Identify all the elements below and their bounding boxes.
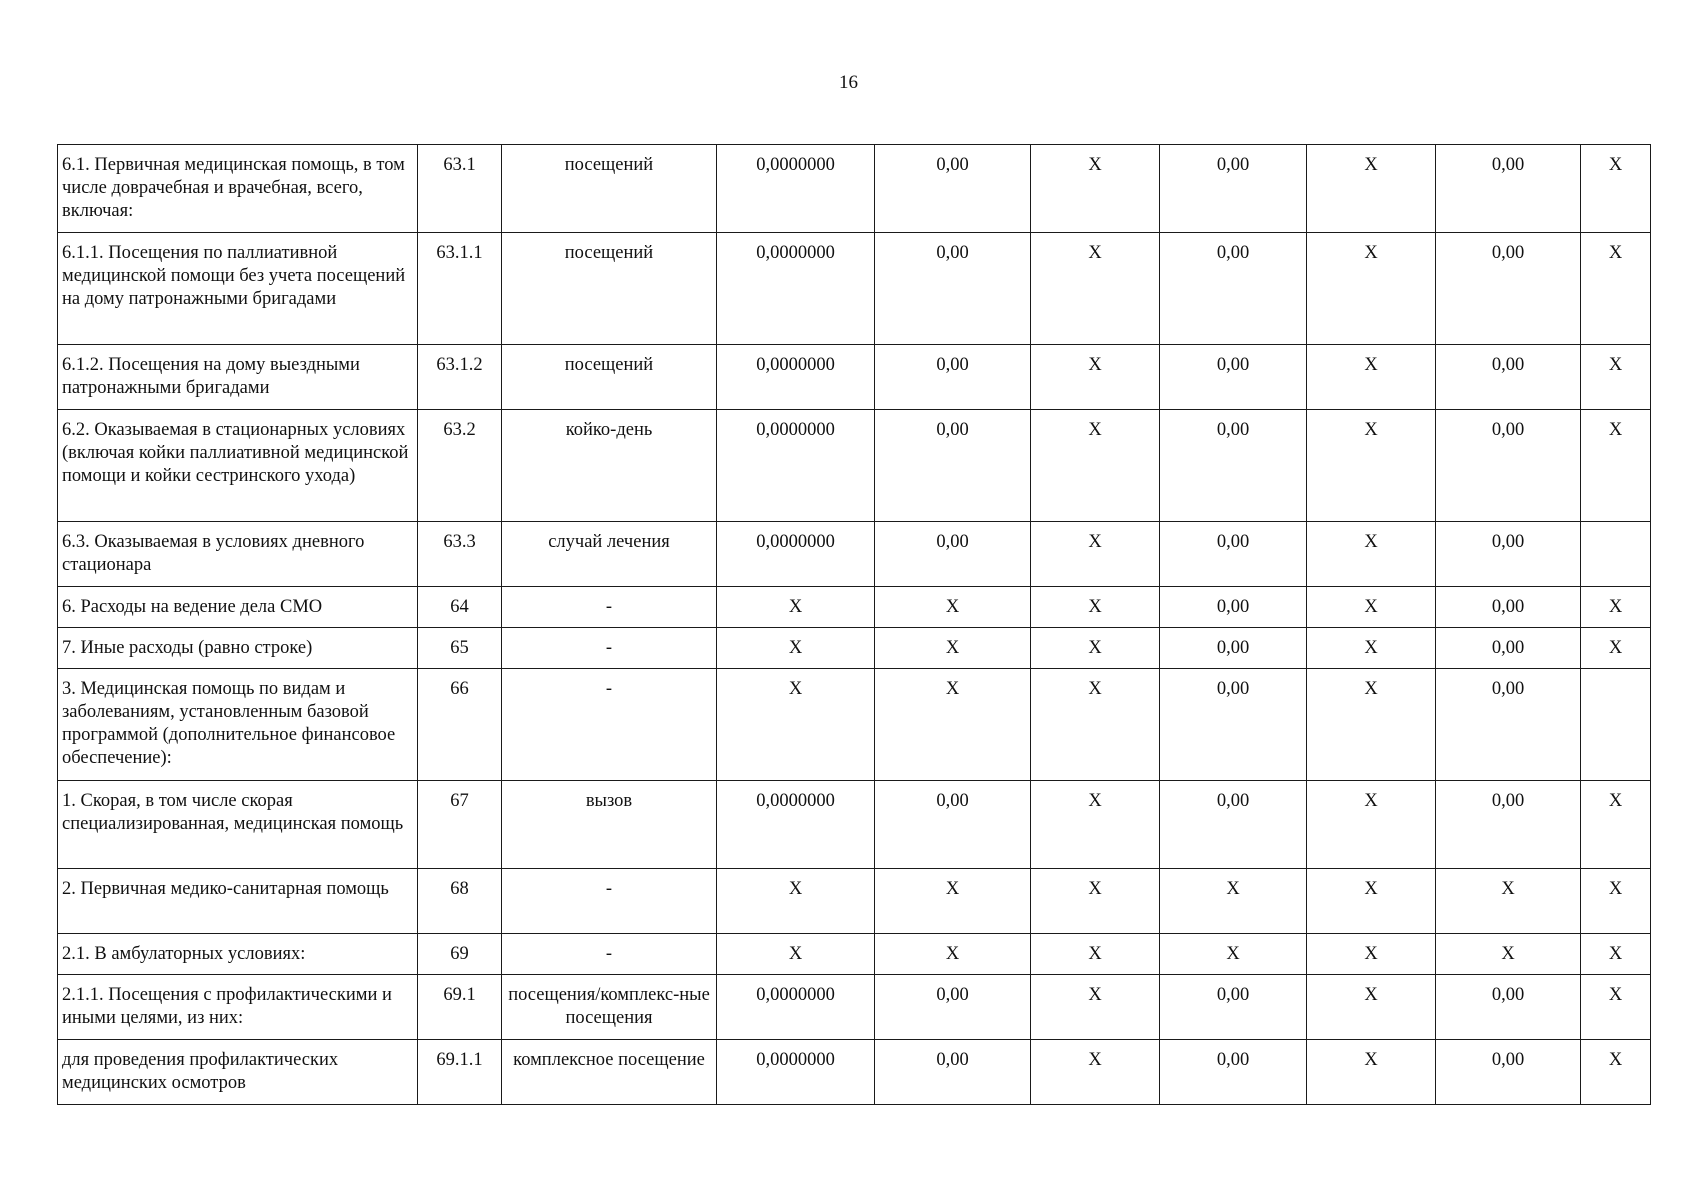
- cell-row-code: 69.1.1: [418, 1040, 502, 1105]
- cell-unit: -: [502, 587, 717, 628]
- cell-col-9: 0,00: [1436, 233, 1581, 345]
- cell-col-4: X: [717, 628, 875, 669]
- cell-unit: комплексное посещение: [502, 1040, 717, 1105]
- table-row: [58, 522, 1651, 587]
- table-row: [58, 869, 1651, 934]
- cell-col-9: 0,00: [1436, 587, 1581, 628]
- cell-col-4: 0,0000000: [717, 1040, 875, 1105]
- cell-col-4: X: [717, 869, 875, 934]
- cell-col-5: X: [875, 669, 1031, 781]
- cell-col-10: X: [1581, 975, 1651, 1040]
- cell-unit: койко-день: [502, 410, 717, 522]
- cell-row-code: 68: [418, 869, 502, 934]
- page-number: 16: [839, 72, 858, 93]
- table-row: [58, 628, 1651, 669]
- cell-col-5: X: [875, 628, 1031, 669]
- cell-col-8: X: [1307, 628, 1436, 669]
- cell-col-9: 0,00: [1436, 669, 1581, 781]
- cell-col-5: 0,00: [875, 410, 1031, 522]
- cell-col-7: 0,00: [1160, 233, 1307, 345]
- cell-col-7: 0,00: [1160, 522, 1307, 587]
- cell-name: 7. Иные расходы (равно строке): [58, 628, 418, 669]
- cell-col-9: 0,00: [1436, 975, 1581, 1040]
- cell-row-code: 63.3: [418, 522, 502, 587]
- cell-col-4: 0,0000000: [717, 345, 875, 410]
- cell-col-5: 0,00: [875, 233, 1031, 345]
- cell-col-8: X: [1307, 522, 1436, 587]
- table-row: [58, 934, 1651, 975]
- cell-col-6: X: [1031, 781, 1160, 869]
- cell-col-10: X: [1581, 410, 1651, 522]
- table-row: [58, 410, 1651, 522]
- cell-col-7: X: [1160, 934, 1307, 975]
- cell-unit: посещений: [502, 233, 717, 345]
- cell-name: 6. Расходы на ведение дела СМО: [58, 587, 418, 628]
- cell-row-code: 69: [418, 934, 502, 975]
- cell-row-code: 69.1: [418, 975, 502, 1040]
- cell-unit: -: [502, 669, 717, 781]
- table-row: [58, 781, 1651, 869]
- cell-col-7: 0,00: [1160, 345, 1307, 410]
- cell-col-4: X: [717, 587, 875, 628]
- cell-col-10: X: [1581, 934, 1651, 975]
- cell-col-7: 0,00: [1160, 1040, 1307, 1105]
- cell-col-6: X: [1031, 410, 1160, 522]
- cell-col-9: 0,00: [1436, 522, 1581, 587]
- cell-name: 6.2. Оказываемая в стационарных условиях (включая койки паллиативной медицинской помощи и койки сестринского ухода): [58, 410, 418, 522]
- cell-col-6: X: [1031, 975, 1160, 1040]
- cell-row-code: 65: [418, 628, 502, 669]
- cell-col-4: 0,0000000: [717, 410, 875, 522]
- cell-name: 1. Скорая, в том числе скорая специализированная, медицинская помощь: [58, 781, 418, 869]
- cell-col-7: 0,00: [1160, 781, 1307, 869]
- cell-col-8: X: [1307, 345, 1436, 410]
- cell-col-8: X: [1307, 1040, 1436, 1105]
- cell-unit: вызов: [502, 781, 717, 869]
- cell-col-9: 0,00: [1436, 345, 1581, 410]
- cell-name: 3. Медицинская помощь по видам и заболеваниям, установленным базовой программой (дополнительное финансовое обеспечение):: [58, 669, 418, 781]
- cell-col-5: X: [875, 934, 1031, 975]
- cell-col-10: X: [1581, 781, 1651, 869]
- table-row: [58, 345, 1651, 410]
- cell-col-8: X: [1307, 934, 1436, 975]
- cell-name: для проведения профилактических медицинских осмотров: [58, 1040, 418, 1105]
- table-body: [58, 145, 1651, 1105]
- cell-name: 2. Первичная медико-санитарная помощь: [58, 869, 418, 934]
- cell-col-5: 0,00: [875, 145, 1031, 233]
- cell-col-6: X: [1031, 522, 1160, 587]
- cell-col-8: X: [1307, 410, 1436, 522]
- cell-col-4: 0,0000000: [717, 233, 875, 345]
- cell-col-8: X: [1307, 669, 1436, 781]
- cell-name: 6.1.1. Посещения по паллиативной медицинской помощи без учета посещений на дому патронажными бригадами: [58, 233, 418, 345]
- cell-row-code: 66: [418, 669, 502, 781]
- cell-col-4: 0,0000000: [717, 145, 875, 233]
- cell-col-4: 0,0000000: [717, 522, 875, 587]
- cell-col-10: X: [1581, 587, 1651, 628]
- cell-col-5: X: [875, 869, 1031, 934]
- cell-col-9: 0,00: [1436, 410, 1581, 522]
- cell-name: 6.1.2. Посещения на дому выездными патронажными бригадами: [58, 345, 418, 410]
- cell-col-4: X: [717, 934, 875, 975]
- cell-col-5: 0,00: [875, 975, 1031, 1040]
- cell-row-code: 63.1.2: [418, 345, 502, 410]
- cell-col-10: X: [1581, 145, 1651, 233]
- cell-name: 2.1. В амбулаторных условиях:: [58, 934, 418, 975]
- cell-col-9: X: [1436, 869, 1581, 934]
- cell-unit: случай лечения: [502, 522, 717, 587]
- cell-col-8: X: [1307, 145, 1436, 233]
- cell-col-10: X: [1581, 1040, 1651, 1105]
- cell-col-7: 0,00: [1160, 587, 1307, 628]
- cell-col-6: X: [1031, 869, 1160, 934]
- cell-row-code: 67: [418, 781, 502, 869]
- cell-col-5: 0,00: [875, 522, 1031, 587]
- cell-col-8: X: [1307, 587, 1436, 628]
- cell-col-7: X: [1160, 869, 1307, 934]
- table-row: [58, 145, 1651, 233]
- cell-name: 2.1.1. Посещения с профилактическими и иными целями, из них:: [58, 975, 418, 1040]
- cell-row-code: 63.1.1: [418, 233, 502, 345]
- cell-col-6: X: [1031, 233, 1160, 345]
- cell-col-9: 0,00: [1436, 628, 1581, 669]
- cell-col-10: [1581, 669, 1651, 781]
- cell-col-8: X: [1307, 781, 1436, 869]
- cell-col-9: 0,00: [1436, 781, 1581, 869]
- cell-col-9: 0,00: [1436, 145, 1581, 233]
- table-row: [58, 669, 1651, 781]
- cell-col-7: 0,00: [1160, 628, 1307, 669]
- data-table: [57, 144, 1651, 1105]
- cell-col-5: 0,00: [875, 781, 1031, 869]
- cell-col-4: X: [717, 669, 875, 781]
- cell-col-5: X: [875, 587, 1031, 628]
- cell-col-6: X: [1031, 628, 1160, 669]
- cell-row-code: 63.2: [418, 410, 502, 522]
- cell-col-4: 0,0000000: [717, 781, 875, 869]
- table-row: [58, 1040, 1651, 1105]
- cell-col-8: X: [1307, 869, 1436, 934]
- cell-row-code: 64: [418, 587, 502, 628]
- cell-col-6: X: [1031, 345, 1160, 410]
- cell-col-6: X: [1031, 145, 1160, 233]
- cell-name: 6.1. Первичная медицинская помощь, в том числе доврачебная и врачебная, всего, включая:: [58, 145, 418, 233]
- cell-col-4: 0,0000000: [717, 975, 875, 1040]
- cell-col-7: 0,00: [1160, 975, 1307, 1040]
- table-row: [58, 233, 1651, 345]
- cell-col-8: X: [1307, 233, 1436, 345]
- cell-col-6: X: [1031, 669, 1160, 781]
- cell-unit: посещений: [502, 345, 717, 410]
- cell-col-10: X: [1581, 233, 1651, 345]
- cell-col-10: [1581, 522, 1651, 587]
- cell-col-9: X: [1436, 934, 1581, 975]
- cell-row-code: 63.1: [418, 145, 502, 233]
- cell-col-5: 0,00: [875, 345, 1031, 410]
- table-row: [58, 587, 1651, 628]
- cell-col-6: X: [1031, 934, 1160, 975]
- cell-col-7: 0,00: [1160, 410, 1307, 522]
- cell-col-8: X: [1307, 975, 1436, 1040]
- cell-col-5: 0,00: [875, 1040, 1031, 1105]
- cell-unit: -: [502, 934, 717, 975]
- cell-col-7: 0,00: [1160, 669, 1307, 781]
- table-row: [58, 975, 1651, 1040]
- cell-unit: -: [502, 628, 717, 669]
- cell-col-6: X: [1031, 587, 1160, 628]
- cell-unit: посещения/комплекс-ные посещения: [502, 975, 717, 1040]
- cell-unit: -: [502, 869, 717, 934]
- cell-col-6: X: [1031, 1040, 1160, 1105]
- cell-col-9: 0,00: [1436, 1040, 1581, 1105]
- cell-col-10: X: [1581, 628, 1651, 669]
- cell-col-10: X: [1581, 869, 1651, 934]
- cell-col-10: X: [1581, 345, 1651, 410]
- cell-unit: посещений: [502, 145, 717, 233]
- cell-col-7: 0,00: [1160, 145, 1307, 233]
- cell-name: 6.3. Оказываемая в условиях дневного стационара: [58, 522, 418, 587]
